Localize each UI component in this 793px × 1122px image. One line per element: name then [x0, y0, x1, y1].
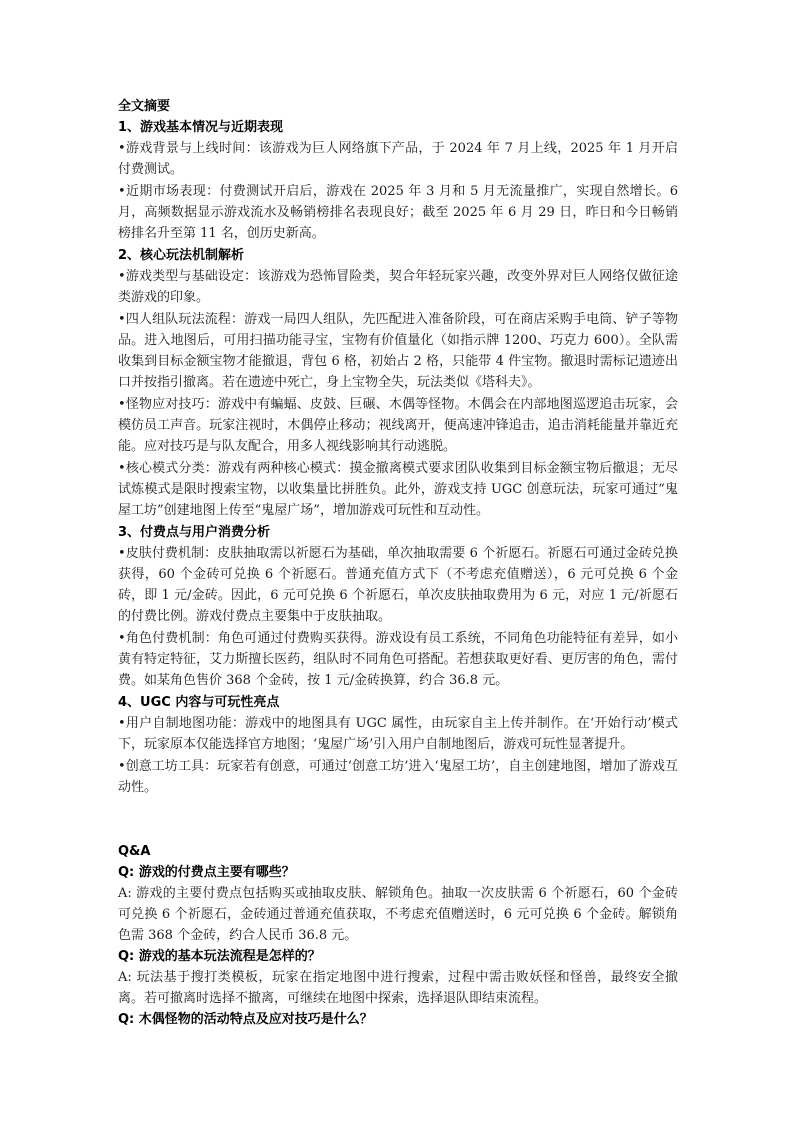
- qa-section: [118, 841, 678, 1030]
- section-3: [118, 522, 678, 691]
- section-spacer: [118, 820, 678, 841]
- section-spacer: [118, 799, 678, 820]
- section-4: [118, 692, 678, 798]
- section-paragraph: •怪物应对技巧：游戏中有蝙蝠、皮鼓、巨碾、木偶等怪物。木偶会在内部地图巡逻追击玩家，会模仿员工声音。玩家注视时，木偶停止移动；视线离开，便高速冲锋追击，追击消耗能量并靠近充能。应对技巧是与队友配合，用多人视线影响其行动逃脱。: [118, 397, 678, 454]
- section-paragraph: •皮肤付费机制：皮肤抽取需以祈愿石为基础，单次抽取需要 6 个祈愿石。祈愿石可通过金砖兑换获得，60 个金砖可兑换 6 个祈愿石。普通充值方式下（不考虑充值赠送），6 元可兑换 6 个金砖，即 1 元/金砖。因此，6 元可兑换 6 个祈愿石，单次皮肤抽取费用为 6 元，对应 1 元/祈愿石的付费比例。游戏付费点主要集中于皮肤抽取。: [118, 546, 678, 624]
- section-1: [118, 117, 678, 244]
- qa-question: Q: 游戏的基本玩法流程是怎样的？: [118, 949, 321, 964]
- section-paragraph: •游戏类型与基础设定：该游戏为恐怖冒险类，契合年轻玩家兴趣，改变外界对巨人网络仅做征途类游戏的印象。: [118, 269, 678, 305]
- document-page: [118, 96, 678, 1030]
- section-paragraph: •创意工坊工具：玩家若有创意，可通过‘创意工坊’进入‘鬼屋工坊’，自主创建地图，增加了游戏互动性。: [118, 759, 678, 795]
- section-paragraph: •用户自制地图功能：游戏中的地图具有 UGC 属性，由玩家自主上传并制作。在‘开始行动’模式下，玩家原本仅能选择官方地图；‘鬼屋广场’引入用户自制地图后，游戏可玩性显著提升。: [118, 716, 678, 752]
- section-paragraph: •核心模式分类：游戏有两种核心模式：摸金撤离模式要求团队收集到目标金额宝物后撤退；无尽试炼模式是限时搜索宝物，以收集量比拼胜负。此外，游戏支持 UGC 创意玩法，玩家可通过“鬼屋工坊”创建地图上传至“鬼屋广场”，增加游戏可玩性和互动性。: [118, 461, 678, 518]
- qa-title: Q&A: [118, 844, 151, 859]
- section-heading: 1、游戏基本情况与近期表现: [118, 120, 284, 135]
- section-paragraph: •游戏背景与上线时间：该游戏为巨人网络旗下产品，于 2024 年 7 月上线，2025 年 1 月开启付费测试。: [118, 141, 678, 177]
- section-paragraph: •角色付费机制：角色可通过付费购买获得。游戏设有员工系统，不同角色功能特征有差异，如小黄有特定特征，艾力斯擅长医药，组队时不同角色可搭配。若想获取更好看、更厉害的角色，需付费。如某角色售价 368 个金砖，按 1 元/金砖换算，约合 36.8 元。: [118, 631, 678, 688]
- qa-answer: A: 游戏的主要付费点包括购买或抽取皮肤、解锁角色。抽取一次皮肤需 6 个祈愿石，60 个金砖可兑换 6 个祈愿石，金砖通过普通充值获取，不考虑充值赠送时，6 元可兑换 6 个金砖。解锁角色需 368 个金砖，约合人民币 36.8 元。: [118, 886, 678, 943]
- qa-question: Q: 木偶怪物的活动特点及应对技巧是什么？: [118, 1012, 373, 1027]
- qa-answer: A: 玩法基于搜打类模板，玩家在指定地图中进行搜索，过程中需击败妖怪和怪兽，最终安全撤离。若可撤离时选择不撤离，可继续在地图中探索，选择退队即结束流程。: [118, 970, 678, 1006]
- qa-question: Q: 游戏的付费点主要有哪些？: [118, 865, 295, 880]
- section-heading: 2、核心玩法机制解析: [118, 248, 245, 263]
- section-heading: 3、付费点与用户消费分析: [118, 525, 271, 540]
- section-paragraph: •近期市场表现：付费测试开启后，游戏在 2025 年 3 月和 5 月无流量推广，实现自然增长。6 月，高频数据显示游戏流水及畅销榜排名表现良好；截至 2025 年 6 月 29 日，昨日和今日畅销榜排名升至第 11 名，创历史新高。: [118, 184, 678, 241]
- section-paragraph: •四人组队玩法流程：游戏一局四人组队，先匹配进入准备阶段，可在商店采购手电筒、铲子等物品。进入地图后，可用扫描功能寻宝，宝物有价值量化（如指示牌 1200、巧克力 600）。全队需收集到目标金额宝物才能撤退，背包 6 格，初始占 2 格，只能带 4 件宝物。撤退时需标记遗迹出口并按指引撤离。若在遗迹中死亡，身上宝物全失，玩法类似《塔科夫》。: [118, 312, 678, 390]
- section-2: [118, 245, 678, 521]
- section-heading: 4、UGC 内容与可玩性亮点: [118, 695, 280, 710]
- summary-title: 全文摘要: [118, 99, 171, 114]
